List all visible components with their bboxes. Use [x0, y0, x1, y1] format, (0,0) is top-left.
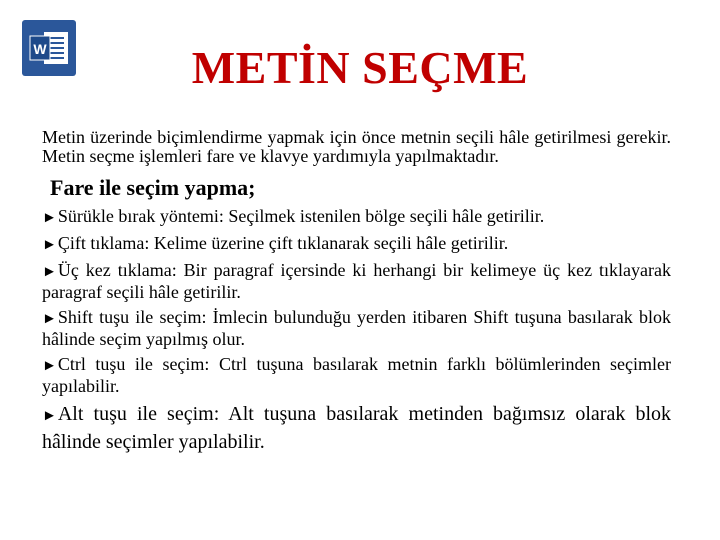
- list-item: [42, 307, 671, 349]
- list-item-text: Alt tuşu ile seçim: Alt tuşuna basılarak metinden bağımsız olarak blok hâlinde seçimler yapılabilir.: [42, 403, 671, 453]
- content-body: [42, 128, 671, 460]
- list-item-text: Shift tuşu ile seçim: İmlecin bulunduğu yerden itibaren Shift tuşuna basılarak blok hâlinde seçim yapılmış olur.: [42, 307, 671, 349]
- bullet-arrow-icon: ►: [42, 237, 57, 253]
- page-title: METİN SEÇME: [191, 42, 529, 93]
- bullet-arrow-icon: ►: [42, 311, 57, 327]
- list-item: [42, 401, 671, 455]
- bullet-arrow-icon: ►: [42, 264, 57, 280]
- bullet-list: [42, 206, 671, 455]
- list-item-text: Üç kez tıklama: Bir paragraf içersinde ki herhangi bir kelimeye üç kez tıklayarak paragraf seçili hâle getirilir.: [42, 260, 671, 302]
- list-item-text: Çift tıklama: Kelime üzerine çift tıklanarak seçili hâle getirilir.: [57, 233, 509, 253]
- bullet-arrow-icon: ►: [42, 210, 57, 226]
- list-item-text: Sürükle bırak yöntemi: Seçilmek istenilen bölge seçili hâle getirilir.: [57, 206, 545, 226]
- intro-paragraph: Metin üzerinde biçimlendirme yapmak için önce metnin seçili hâle getirilmesi gerekir. Metin seçme işlemleri fare ve klavye yardımıyla yapılmaktadır.: [42, 127, 671, 166]
- list-item: [42, 233, 671, 255]
- bullet-arrow-icon: ►: [42, 408, 57, 424]
- section-heading: Fare ile seçim yapma;: [50, 175, 256, 200]
- svg-text:W: W: [33, 41, 47, 57]
- bullet-arrow-icon: ►: [42, 358, 57, 374]
- list-item-text: Ctrl tuşu ile seçim: Ctrl tuşuna basılarak metnin farklı bölümlerinden seçimler yapılabilir.: [42, 354, 671, 396]
- list-item: [42, 260, 671, 302]
- list-item: [42, 354, 671, 396]
- list-item: [42, 206, 671, 228]
